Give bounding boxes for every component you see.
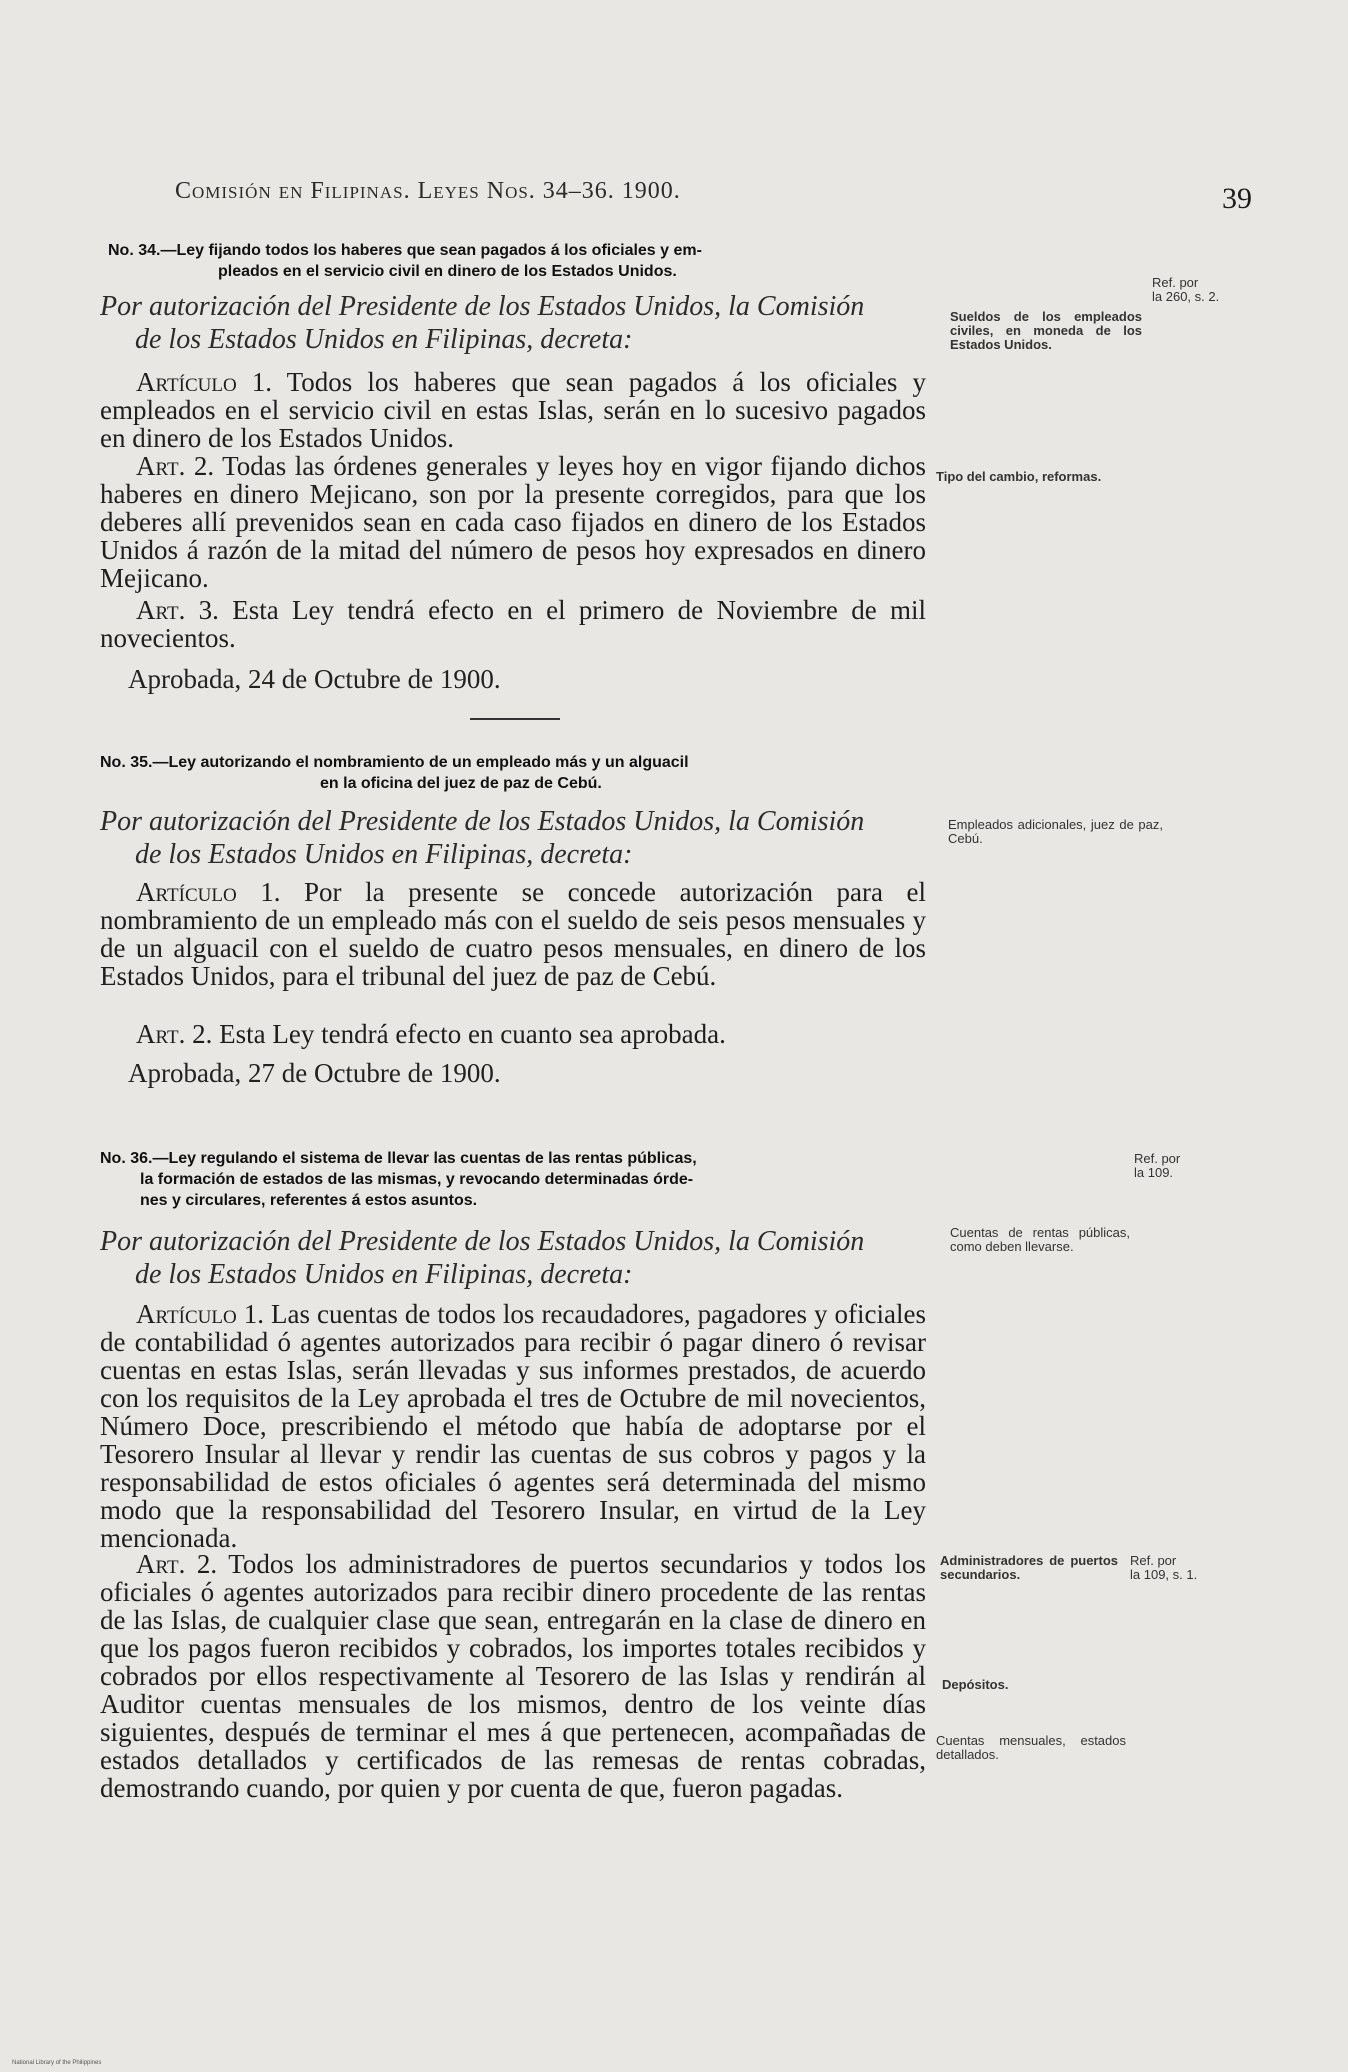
law-36-enact-line1: Por autorización del Presidente de los Estados Unidos, la Comisión [100, 1226, 865, 1257]
reference-line: Ref. por [1130, 1553, 1177, 1568]
reference-line: la 109, s. 1. [1130, 1567, 1198, 1582]
law-34-title [108, 240, 928, 282]
law-34-title-line1: No. 34.—Ley fijando todos los haberes que sean pagados á los oficiales y em- [108, 242, 702, 259]
article-label: Artículo 1. [136, 877, 281, 907]
article-text: Todos los haberes que sean pagados á los oficiales y empleados en el servicio civil en estas Islas, serán en lo sucesivo pagados en dinero de los Estados Unidos. [100, 367, 927, 453]
law-36-title-line2: la formación de estados de las mismas, y revocando determinadas órde- [140, 1171, 694, 1188]
law-35-article-2 [100, 1020, 926, 1048]
law-35-title [100, 752, 930, 794]
article-label: Art. 2. [136, 1549, 218, 1579]
reference-line: la 260, s. 2. [1152, 289, 1220, 304]
article-label: Artículo 1. [136, 1299, 264, 1329]
law-34-enacting-clause [100, 290, 930, 356]
law-35-article-1 [100, 878, 926, 990]
law-34-article-1 [100, 368, 926, 452]
law-35-title-line2: en la oficina del juez de paz de Cebú. [320, 775, 602, 792]
article-label: Art. 2. [136, 1019, 213, 1049]
law-34-enact-line1: Por autorización del Presidente de los Estados Unidos, la Comisión [100, 291, 865, 322]
running-head: Comisión en Filipinas. Leyes Nos. 34–36. 1900. [175, 178, 681, 204]
reference-line: Ref. por [1134, 1151, 1181, 1166]
article-text: Las cuentas de todos los recaudadores, pagadores y oficiales de contabilidad ó agentes autorizados para recibir ó pagar dinero ó revisar cuentas en estas Islas, serán llevadas y sus informes prestados, de acuerdo con los requisitos de la Ley aprobada el tres de Octubre de mil novecientos, Número Doce, prescribiendo el método que había de adoptarse por el Tesorero Insular al llevar y rendir las cuentas de sus cobros y pagos y la responsabilidad de estos oficiales ó agentes será determinada del mismo modo que la responsabilidad del Tesorero Insular, en virtud de la Ley mencionada. [100, 1299, 927, 1553]
article-text: Todos los administradores de puertos secundarios y todos los oficiales ó agentes autorizados para recibir dinero procedente de las rentas de las Islas, de cualquier clase que sean, entregarán en la clase de dinero en que los pagos fueron recibidos y cobrados, los importes totales recibidos y cobrados por ellos respectivamente al Tesorero de las Islas y rendirán al Auditor cuentas mensuales de los mismos, dentro de los veinte días siguientes, después de terminar el mes á que pertenecen, acompañadas de estados detallados y certificados de las remesas de rentas cobradas, demostrando cuando, por quien y por cuenta de que, fueron pagadas. [100, 1549, 926, 1803]
article-text: Esta Ley tendrá efecto en el primero de Noviembre de mil novecientos. [100, 595, 926, 653]
law-35-enact-line1: Por autorización del Presidente de los Estados Unidos, la Comisión [100, 806, 865, 837]
page-number: 39 [1222, 182, 1252, 215]
law-36-title [100, 1148, 930, 1211]
law-36-title-line1: No. 36.—Ley regulando el sistema de llevar las cuentas de las rentas públicas, [100, 1150, 697, 1167]
article-text: Por la presente se concede autorización para el nombramiento de un empleado más con el sueldo de seis pesos mensuales y de un alguacil con el sueldo de cuatro pesos mensuales, en dinero de los Estados Unidos, para el tribunal del juez de paz de Cebú. [100, 877, 927, 991]
section-divider [470, 718, 560, 720]
article-text: Todas las órdenes generales y leyes hoy en vigor fijando dichos haberes en dinero Mejicano, son por la presente corregidos, para que los deberes allí prevenidos sean en cada caso fijados en dinero de los Estados Unidos á razón de la mitad del número de pesos hoy expresados en dinero Mejicano. [100, 451, 927, 593]
reference-law-36 [1134, 1152, 1244, 1180]
sidenote-empleados-adicionales: Empleados adicionales, juez de paz, Cebú. [948, 817, 1163, 846]
law-34-article-3 [100, 596, 926, 652]
article-label: Art. 2. [136, 451, 215, 481]
sidenote-cuentas-rentas: Cuentas de rentas públicas, como deben llevarse. [950, 1225, 1130, 1254]
sidenote-cuentas-mensuales: Cuentas mensuales, estados detallados. [936, 1733, 1126, 1762]
sidenote-depositos: Depósitos. [942, 1677, 1009, 1692]
law-35-approved-date: Aprobada, 27 de Octubre de 1900. [128, 1058, 501, 1088]
reference-line: la 109. [1134, 1165, 1174, 1180]
reference-law-34 [1152, 276, 1262, 304]
law-36-enacting-clause [100, 1225, 930, 1291]
law-35-enacting-clause [100, 805, 930, 871]
sidenote-tipo-cambio: Tipo del cambio, reformas. [936, 469, 1102, 484]
law-36-title-line3: nes y circulares, referentes á estos asuntos. [140, 1192, 478, 1209]
law-34-title-line2: pleados en el servicio civil en dinero de los Estados Unidos. [218, 263, 677, 280]
law-36-article-1 [100, 1300, 926, 1552]
sidenote-administradores: Administradores de puertos secundarios. [940, 1553, 1118, 1582]
law-34-article-2 [100, 452, 926, 592]
article-label: Art. 3. [136, 595, 219, 625]
law-36-enact-line2: de los Estados Unidos en Filipinas, decreta: [135, 1259, 633, 1290]
law-35-enact-line2: de los Estados Unidos en Filipinas, decreta: [135, 839, 633, 870]
sidenote-sueldos: Sueldos de los empleados civiles, en moneda de los Estados Unidos. [950, 309, 1142, 352]
article-label: Artículo 1. [136, 367, 273, 397]
law-36-article-2 [100, 1550, 926, 1802]
reference-line: Ref. por [1152, 275, 1199, 290]
reference-law-36-art-2 [1130, 1554, 1240, 1582]
law-34-enact-line2: de los Estados Unidos en Filipinas, decreta: [135, 324, 633, 355]
law-35-title-line1: No. 35.—Ley autorizando el nombramiento de un empleado más y un alguacil [100, 754, 689, 771]
article-text: Esta Ley tendrá efecto en cuanto sea aprobada. [219, 1019, 726, 1049]
law-34-approved-date: Aprobada, 24 de Octubre de 1900. [128, 664, 501, 694]
library-footer-tag: National Library of the Philippines [12, 2060, 102, 2066]
